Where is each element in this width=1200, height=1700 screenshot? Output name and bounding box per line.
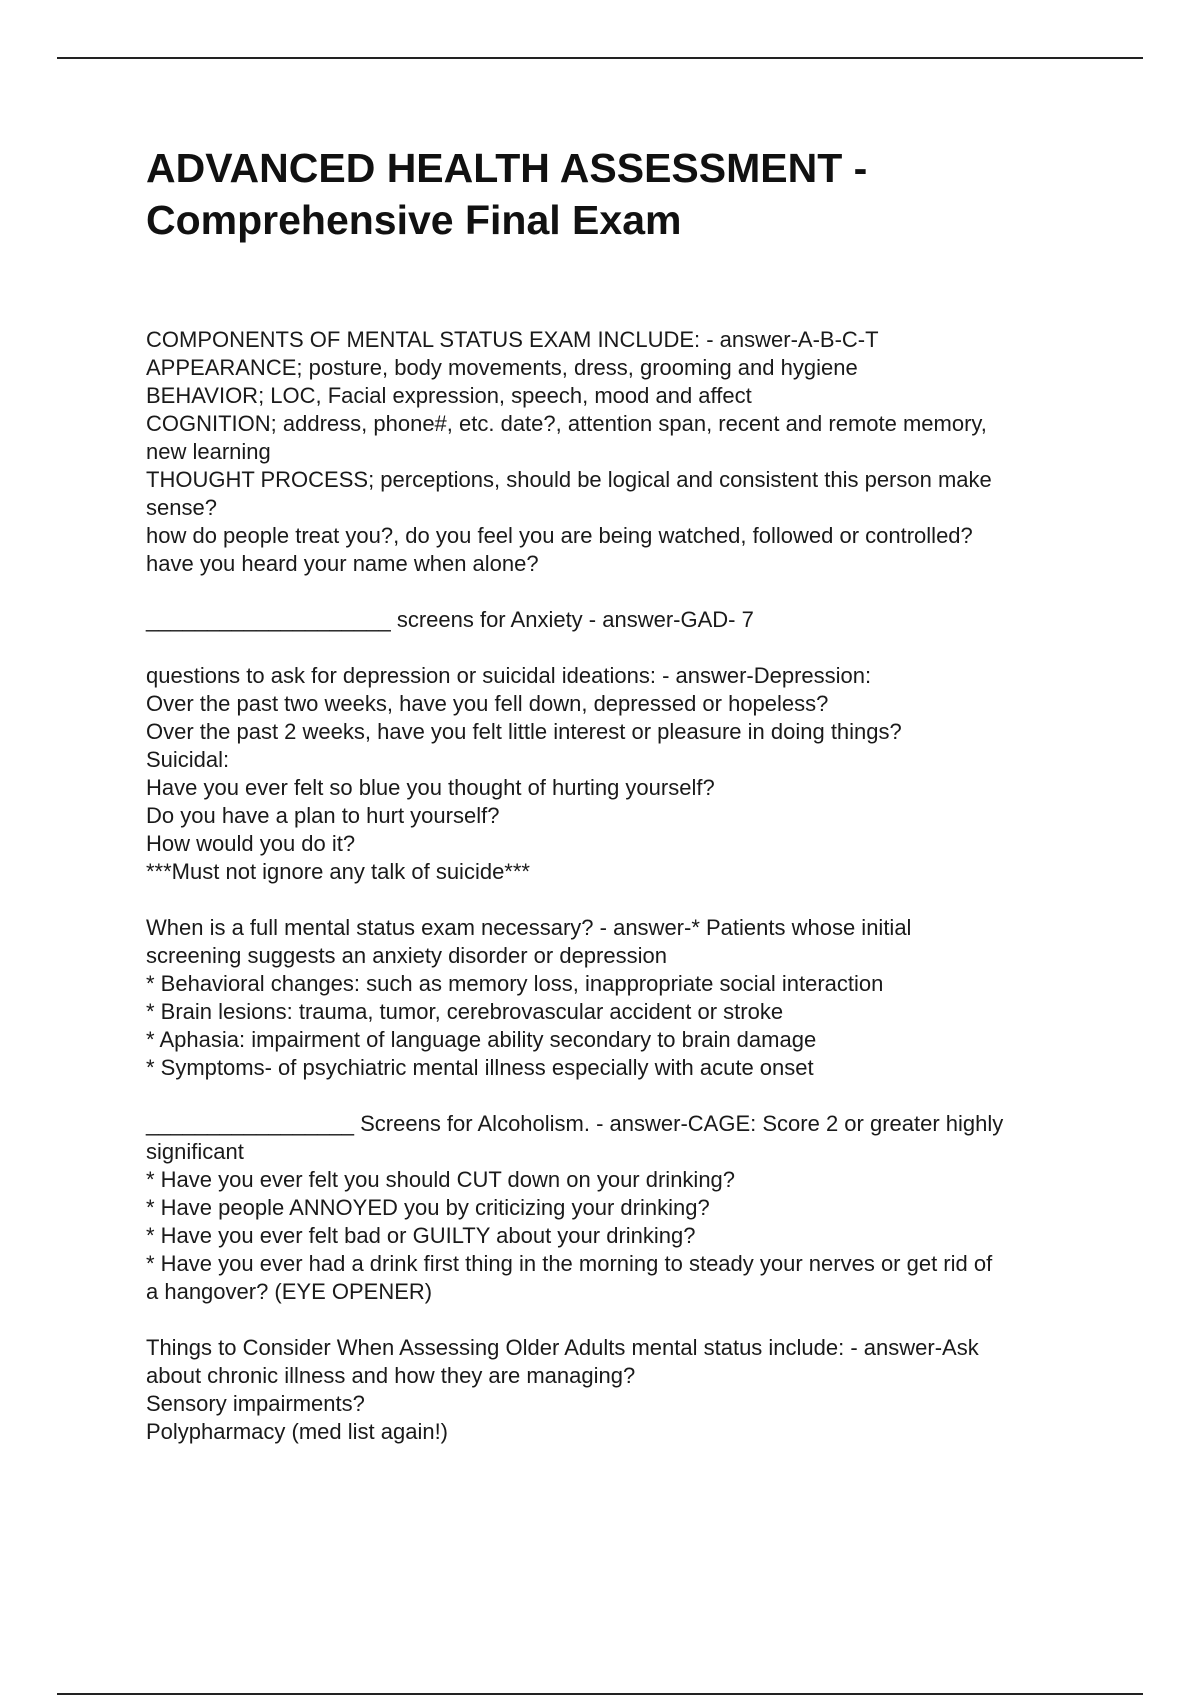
qa-item: [146, 1110, 1106, 1306]
qa-text-line: COGNITION; address, phone#, etc. date?, attention span, recent and remote memory,: [146, 411, 987, 436]
qa-text-line: sense?: [146, 495, 217, 520]
bottom-divider: [57, 1693, 1143, 1695]
qa-item: [146, 914, 1106, 1082]
qa-text-line: Over the past two weeks, have you fell down, depressed or hopeless?: [146, 691, 829, 716]
qa-text-line: * Symptoms- of psychiatric mental illness especially with acute onset: [146, 1055, 814, 1080]
qa-item: [146, 662, 1106, 886]
qa-text-line: Sensory impairments?: [146, 1391, 365, 1416]
qa-text-line: significant: [146, 1139, 244, 1164]
document-title: [146, 142, 1106, 246]
qa-text-line: * Have you ever felt bad or GUILTY about your drinking?: [146, 1223, 696, 1248]
qa-text-line: THOUGHT PROCESS; perceptions, should be logical and consistent this person make: [146, 467, 992, 492]
title-line-1: ADVANCED HEALTH ASSESSMENT -: [146, 145, 868, 191]
qa-item: [146, 326, 1106, 578]
qa-item: [146, 606, 1106, 634]
qa-text-line: * Have people ANNOYED you by criticizing your drinking?: [146, 1195, 710, 1220]
qa-text-line: questions to ask for depression or suicidal ideations: - answer-Depression:: [146, 663, 872, 688]
qa-text-line: about chronic illness and how they are managing?: [146, 1363, 636, 1388]
qa-text-line: new learning: [146, 439, 271, 464]
exam-content: [146, 326, 1106, 1474]
qa-text-line: COMPONENTS OF MENTAL STATUS EXAM INCLUDE: - answer-A-B-C-T: [146, 327, 879, 352]
qa-text-line: How would you do it?: [146, 831, 356, 856]
top-divider: [57, 57, 1143, 59]
qa-text-line: * Brain lesions: trauma, tumor, cerebrovascular accident or stroke: [146, 999, 784, 1024]
qa-item: [146, 1334, 1106, 1446]
qa-text-line: Things to Consider When Assessing Older Adults mental status include: - answer-Ask: [146, 1335, 979, 1360]
qa-text-line: * Have you ever had a drink first thing in the morning to steady your nerves or get rid of: [146, 1251, 993, 1276]
qa-text-line: ***Must not ignore any talk of suicide***: [146, 859, 530, 884]
qa-text-line: Suicidal:: [146, 747, 230, 772]
qa-text-line: a hangover? (EYE OPENER): [146, 1279, 433, 1304]
qa-text-line: have you heard your name when alone?: [146, 551, 539, 576]
qa-text-line: Over the past 2 weeks, have you felt little interest or pleasure in doing things?: [146, 719, 902, 744]
qa-text-line: Polypharmacy (med list again!): [146, 1419, 449, 1444]
qa-text-line: _________________ Screens for Alcoholism. - answer-CAGE: Score 2 or greater highly: [146, 1111, 1004, 1136]
title-line-2: Comprehensive Final Exam: [146, 197, 682, 243]
qa-text-line: Do you have a plan to hurt yourself?: [146, 803, 500, 828]
qa-text-line: * Behavioral changes: such as memory loss, inappropriate social interaction: [146, 971, 884, 996]
qa-text-line: * Have you ever felt you should CUT down on your drinking?: [146, 1167, 736, 1192]
qa-text-line: ____________________ screens for Anxiety - answer-GAD- 7: [146, 607, 754, 632]
qa-text-line: BEHAVIOR; LOC, Facial expression, speech, mood and affect: [146, 383, 752, 408]
qa-text-line: Have you ever felt so blue you thought of hurting yourself?: [146, 775, 715, 800]
qa-text-line: screening suggests an anxiety disorder or depression: [146, 943, 667, 968]
qa-text-line: how do people treat you?, do you feel you are being watched, followed or controlled?: [146, 523, 973, 548]
qa-text-line: * Aphasia: impairment of language ability secondary to brain damage: [146, 1027, 817, 1052]
qa-text-line: APPEARANCE; posture, body movements, dress, grooming and hygiene: [146, 355, 858, 380]
qa-text-line: When is a full mental status exam necessary? - answer-* Patients whose initial: [146, 915, 912, 940]
